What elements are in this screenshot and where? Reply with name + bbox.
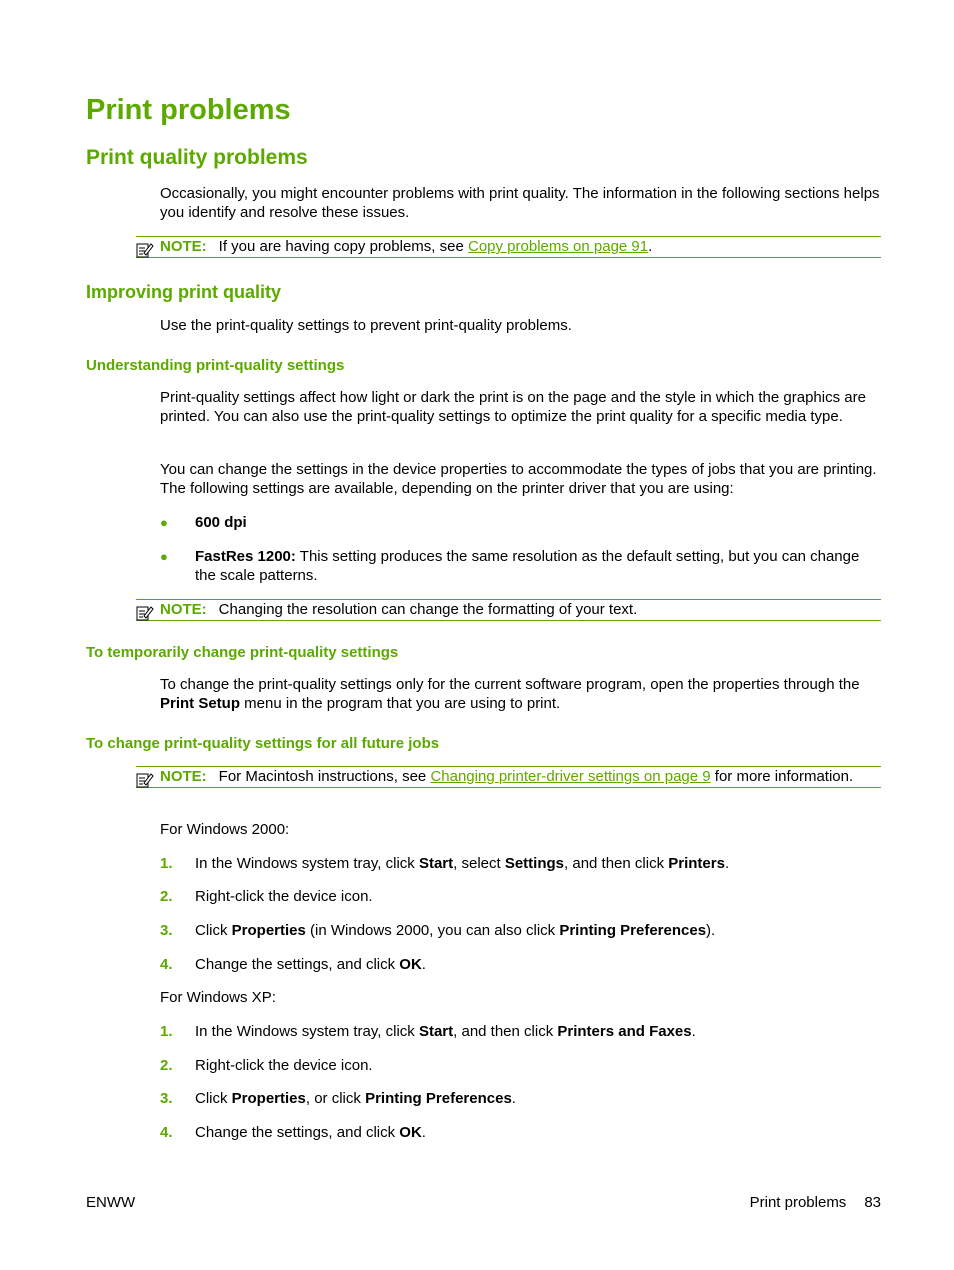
footer-right bbox=[750, 1193, 881, 1212]
understanding-heading: Understanding print-quality settings bbox=[86, 357, 345, 374]
step-text: Change the settings, and click OK. bbox=[195, 1124, 426, 1141]
step-number: 1. bbox=[160, 855, 173, 872]
bullet-term: FastRes 1200: bbox=[195, 548, 296, 565]
note-text: If you are having copy problems, see bbox=[218, 238, 468, 255]
note-text-end: for more information. bbox=[710, 768, 854, 785]
footer-title: Print problems bbox=[749, 1194, 847, 1211]
step-text: Right-click the device icon. bbox=[195, 1057, 373, 1074]
note-label: NOTE: bbox=[160, 768, 207, 785]
windows-xp-label: For Windows XP: bbox=[160, 989, 276, 1006]
subsection-heading: Improving print quality bbox=[86, 282, 282, 302]
note-label: NOTE: bbox=[160, 601, 207, 618]
note-macintosh bbox=[136, 766, 881, 788]
bullet-icon: ● bbox=[160, 549, 168, 564]
temporarily-paragraph: To change the print-quality settings only for the current software program, open the properties through the Print Setup menu in the program that you are using to print. bbox=[160, 676, 860, 712]
note-text-end: . bbox=[648, 238, 653, 255]
note-pencil-icon bbox=[136, 771, 154, 789]
bullet-term: 600 dpi bbox=[195, 514, 247, 531]
windows-2000-label: For Windows 2000: bbox=[160, 821, 290, 838]
bullet-icon: ● bbox=[160, 515, 168, 530]
understanding-paragraph-1: Print-quality settings affect how light or dark the print is on the page and the style in which the graphics are printed. You can also use the print-quality settings to optimize the print quality for a specific media type. bbox=[160, 389, 866, 425]
windows-xp-step-1 bbox=[160, 1022, 882, 1041]
bullet-text: This setting produces the same resolution as the default setting, but you can change the scale patterns. bbox=[195, 548, 860, 584]
step-text: In the Windows system tray, click Start, and then click Printers and Faxes. bbox=[195, 1023, 696, 1040]
step-text: Right-click the device icon. bbox=[195, 888, 373, 905]
step-text: Click Properties, or click Printing Preferences. bbox=[195, 1090, 516, 1107]
step-text: Click Properties (in Windows 2000, you can also click Printing Preferences). bbox=[195, 922, 716, 939]
printer-driver-settings-link[interactable]: Changing printer-driver settings on page 9 bbox=[430, 768, 711, 785]
step-number: 3. bbox=[160, 922, 173, 939]
step-number: 4. bbox=[160, 956, 173, 973]
intro-paragraph: Occasionally, you might encounter problems with print quality. The information in the following sections helps you identify and resolve these issues. bbox=[160, 185, 880, 221]
future-heading: To change print-quality settings for all future jobs bbox=[86, 735, 440, 752]
understanding-paragraph-2: You can change the settings in the device properties to accommodate the types of jobs that you are printing. The following settings are available, depending on the printer driver that you are using: bbox=[160, 461, 877, 497]
step-number: 4. bbox=[160, 1124, 173, 1141]
note-label: NOTE: bbox=[160, 238, 207, 255]
temporarily-heading: To temporarily change print-quality settings bbox=[86, 644, 399, 661]
bullet-fastres bbox=[160, 547, 882, 585]
windows-xp-step-2 bbox=[160, 1056, 882, 1075]
windows-xp-step-4 bbox=[160, 1123, 882, 1142]
windows-2000-step-2 bbox=[160, 887, 882, 906]
copy-problems-link[interactable]: Copy problems on page 91 bbox=[467, 238, 649, 255]
note-pencil-icon bbox=[136, 604, 154, 622]
subsection-intro: Use the print-quality settings to prevent print-quality problems. bbox=[160, 317, 572, 334]
page-title: Print problems bbox=[86, 94, 291, 126]
windows-2000-step-1 bbox=[160, 854, 882, 873]
note-text: Changing the resolution can change the formatting of your text. bbox=[218, 601, 638, 618]
step-text: In the Windows system tray, click Start, select Settings, and then click Printers. bbox=[195, 855, 730, 872]
step-number: 3. bbox=[160, 1090, 173, 1107]
bullet-600dpi bbox=[160, 513, 882, 532]
windows-2000-step-3 bbox=[160, 921, 882, 940]
note-pencil-icon bbox=[136, 241, 154, 259]
note-resolution bbox=[136, 599, 881, 621]
step-number: 2. bbox=[160, 1057, 173, 1074]
windows-xp-step-3 bbox=[160, 1089, 882, 1108]
windows-2000-step-4 bbox=[160, 955, 882, 974]
step-text: Change the settings, and click OK. bbox=[195, 956, 426, 973]
note-copy-problems bbox=[136, 236, 881, 258]
section-heading: Print quality problems bbox=[86, 146, 308, 169]
step-number: 2. bbox=[160, 888, 173, 905]
note-text: For Macintosh instructions, see bbox=[218, 768, 431, 785]
footer-left: ENWW bbox=[86, 1194, 136, 1211]
step-number: 1. bbox=[160, 1023, 173, 1040]
page-number: 83 bbox=[864, 1194, 881, 1211]
